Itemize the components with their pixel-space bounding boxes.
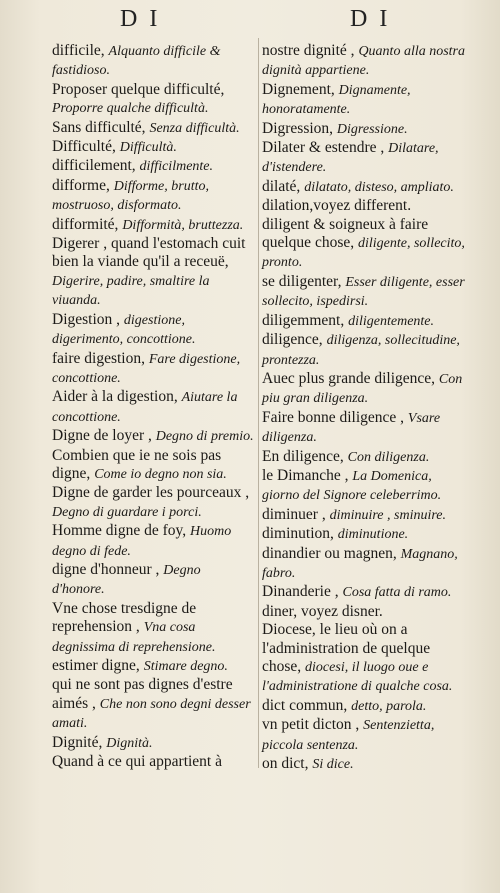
running-head-right: D I (350, 6, 391, 32)
dictionary-entry (262, 312, 468, 331)
entry-italian: Quanto alla nostra dignità appartiene. (262, 44, 466, 79)
dictionary-entry (262, 467, 468, 506)
dictionary-entry (262, 273, 468, 312)
entry-italian: dilatato, disteso, ampliato. (304, 179, 454, 195)
column-divider (258, 38, 259, 768)
entry-italian: diligentemente. (348, 313, 435, 329)
dictionary-entry (52, 216, 254, 235)
entry-french: diligemment, (262, 311, 349, 329)
entry-french: difficile, (52, 42, 109, 59)
dictionary-entry (52, 311, 254, 350)
entry-italian: Sentenzietta, piccola sentenza. (262, 718, 435, 753)
dictionary-entry (52, 734, 254, 753)
entry-italian: Digressione. (336, 121, 408, 137)
entry-french: Digerer , quand l'estomach cuit bien la viande qu'il a receuë, (52, 235, 246, 271)
entry-italian: detto, parola. (351, 698, 427, 714)
entry-french: Diocese, le lieu où on a l'administration de quelque chose, (262, 621, 431, 675)
entry-french: vn petit dicton , (262, 716, 364, 734)
entry-italian: diligente, sollecito, pronto. (262, 236, 465, 271)
entry-french: diligence, (262, 331, 327, 349)
entry-french: Auec plus grande diligence, (262, 369, 439, 387)
entry-italian: Con diligenza. (347, 449, 430, 465)
entry-italian: Digerire, padire, smaltire la viuanda. (52, 273, 210, 309)
entry-french: Aider à la digestion, (52, 388, 182, 406)
entry-italian: Fare digestione, concottione. (52, 351, 241, 386)
entry-french: digne d'honneur , (52, 560, 164, 578)
entry-italian: Degno d'honore. (52, 562, 201, 598)
dictionary-entry (52, 157, 254, 176)
entry-italian: diligenza, sollecitudine, prontezza. (262, 333, 460, 368)
dictionary-entry (52, 388, 254, 427)
entry-french: dict commun, (262, 696, 352, 714)
entry-french: Dignité, (52, 733, 107, 751)
dictionary-entry (52, 676, 254, 733)
entry-italian: Degno di guardare i porci. (52, 504, 202, 520)
entry-french: se diligenter, (262, 272, 346, 290)
entry-italian: Dignamente, honoratamente. (262, 82, 411, 118)
entry-italian: Dignità. (106, 735, 153, 751)
dictionary-entry (262, 178, 468, 197)
dictionary-entry (262, 197, 468, 215)
dictionary-entry (52, 522, 254, 561)
dictionary-entry (52, 350, 254, 389)
dictionary-entry (52, 657, 254, 676)
entry-italian: Senza difficultà. (149, 120, 240, 136)
dictionary-entry (52, 235, 254, 311)
entry-french: Dinanderie , (262, 583, 343, 601)
entry-french: Digestion , (52, 310, 124, 328)
entry-french: Sans difficulté, (52, 118, 150, 136)
entry-french: on dict, (262, 755, 313, 773)
dictionary-entry (52, 561, 254, 600)
entry-french: nostre dignité , (262, 42, 359, 59)
dictionary-entry (52, 138, 254, 157)
entry-italian: Che non sono degni desser amati. (52, 696, 251, 732)
entry-french: estimer digne, (52, 657, 144, 674)
entry-italian: Difforme, brutto, mostruoso, disformato. (52, 178, 209, 214)
entry-french: Difficulté, (52, 138, 120, 156)
dictionary-entry (262, 42, 468, 81)
dictionary-entry (262, 81, 468, 120)
entry-french: difficilement, (52, 157, 140, 175)
dictionary-entry (262, 525, 468, 544)
entry-french: diminution, (262, 525, 338, 543)
entry-french: dilaté, (262, 177, 305, 195)
dictionary-entry (262, 506, 468, 525)
dictionary-entry (52, 447, 254, 485)
dictionary-entry (262, 409, 468, 448)
dictionary-entry (262, 583, 468, 602)
entry-french: diligent & soigneux à faire quelque chose, (262, 215, 429, 252)
entry-italian: Si dice. (312, 757, 354, 773)
entry-italian: Proporre qualche difficultà. (52, 101, 209, 117)
dictionary-entry (262, 621, 468, 697)
dictionary-entry (52, 484, 254, 522)
entry-italian: La Domenica, giorno del Signore celeberrimo. (262, 468, 442, 504)
entry-french: difformité, (52, 215, 123, 233)
entry-french: Faire bonne diligence , (262, 408, 408, 426)
dictionary-entry (262, 216, 468, 273)
entry-french: Combien que ie ne sois pas digne, (52, 446, 222, 482)
entry-french: Homme digne de foy, (52, 522, 191, 540)
entry-italian: difficilmente. (139, 159, 214, 175)
dictionary-entry (262, 755, 468, 774)
entry-italian: diminutione. (337, 527, 409, 543)
entry-italian: Alquanto difficile & fastidioso. (52, 44, 221, 79)
entry-french: diner, voyez disner. (262, 602, 383, 620)
dictionary-entry (262, 120, 468, 139)
entry-french: Digression, (262, 119, 337, 137)
entry-italian: digestione, digerimento, concottione. (52, 312, 196, 348)
entry-french: Dignement, (262, 80, 339, 98)
dictionary-entry (52, 119, 254, 138)
entry-italian: Stimare degno. (143, 659, 228, 674)
entry-italian: Cosa fatta di ramo. (342, 585, 452, 601)
entry-french: Dilater & estendre , (262, 139, 389, 157)
running-head-left: D I (120, 6, 161, 32)
entry-italian: Come io degno non sia. (94, 466, 227, 482)
dictionary-entry (262, 716, 468, 755)
entry-french: Digne de garder les pourceaux , (52, 484, 250, 502)
entry-italian: Vsare diligenza. (262, 410, 441, 446)
entry-french: qui ne sont pas dignes d'estre aimés , (52, 676, 233, 712)
entry-italian: diocesi, il luogo oue e l'administratione di qualche cosa. (262, 660, 453, 695)
entry-italian: Difficultà. (119, 140, 177, 156)
entry-italian: Degno di premio. (155, 429, 254, 445)
dictionary-entry (262, 331, 468, 370)
entry-french: dinandier ou magnen, (262, 544, 401, 562)
dictionary-entry (262, 139, 468, 178)
entry-french: Digne de loyer , (52, 427, 156, 445)
entry-french: diminuer , (262, 505, 330, 523)
dictionary-entry (262, 697, 468, 716)
dictionary-entry (262, 448, 468, 467)
entry-italian: Huomo degno di fede. (52, 524, 232, 559)
dictionary-entry (52, 753, 254, 771)
dictionary-entry (52, 177, 254, 216)
entry-french: le Dimanche , (262, 466, 353, 484)
dictionary-entry (52, 427, 254, 446)
dictionary-entry (52, 81, 254, 119)
dictionary-entry (262, 603, 468, 621)
entry-italian: Con piu gran diligenza. (262, 371, 463, 407)
entry-italian: Vna cosa degnissima di reprehensione. (52, 620, 216, 655)
dictionary-entry (52, 600, 254, 657)
entry-italian: Esser diligente, esser sollecito, ispedirsi. (262, 274, 465, 310)
entry-french: Proposer quelque difficulté, (52, 80, 225, 98)
entry-french: En diligence, (262, 447, 348, 465)
entry-french: Quand à ce qui appartient à (52, 753, 222, 771)
entry-italian: Aiutare la concottione. (52, 390, 238, 425)
right-column (262, 42, 468, 774)
entry-french: dilation,voyez different. (262, 197, 412, 215)
entry-french: faire digestion, (52, 349, 149, 367)
dictionary-entry (262, 370, 468, 409)
entry-italian: diminuire , sminuire. (329, 507, 446, 523)
entry-italian: Difformità, bruttezza. (122, 217, 244, 233)
dictionary-entry (262, 545, 468, 584)
dictionary-entry (52, 42, 254, 81)
entry-french: Vne chose tresdigne de reprehension , (52, 599, 197, 636)
left-column (52, 42, 254, 771)
entry-italian: Dilatare, d'istendere. (262, 141, 439, 176)
entry-italian: Magnano, fabro. (262, 546, 458, 581)
entry-french: difforme, (52, 176, 114, 194)
